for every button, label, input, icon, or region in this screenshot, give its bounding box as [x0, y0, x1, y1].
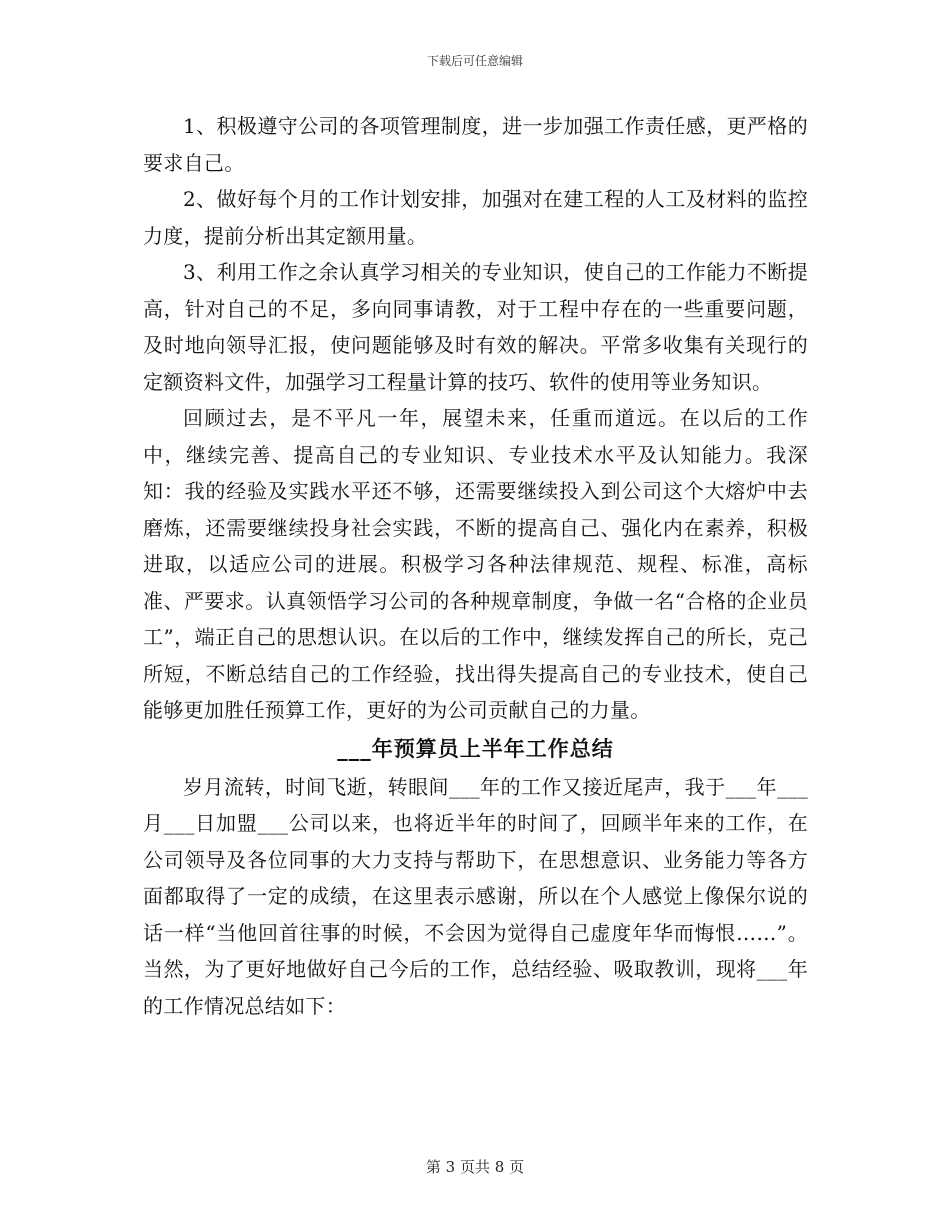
document-body [143, 108, 808, 1024]
page-header: 下载后可任意编辑 [426, 54, 523, 68]
paragraph-item-1: 1、积极遵守公司的各项管理制度，进一步加强工作责任感，更严格的要求自己。 [143, 114, 808, 175]
paragraph-intro: 岁月流转，时间飞逝，转眼间___年的工作又接近尾声，我于___年___月___日加盟___公司以来，也将近半年的时间了，回顾半年来的工作，在公司领导及各位同事的大力支持与帮助下，在思想意识、业务能力等各方面都取得了一定的成绩，在这里表示感谢，所以在个人感觉上像保尔说的话一样“当他回首往事的时候，不会因为觉得自己虚度年华而悔恨……”。当然，为了更好地做好自己今后的工作，总结经验、吸取教训，现将___年的工作情况总结如下： [143, 774, 808, 1018]
paragraph-item-2: 2、做好每个月的工作计划安排，加强对在建工程的人工及材料的监控力度，提前分析出其定额用量。 [143, 187, 808, 248]
section-title: ___年预算员上半年工作总结 [337, 735, 614, 761]
paragraph-item-3: 3、利用工作之余认真学习相关的专业知识，使自己的工作能力不断提高，针对自己的不足，多向同事请教，对于工程中存在的一些重要问题，及时地向领导汇报，使问题能够及时有效的解决。平常多收集有关现行的定额资料文件，加强学习工程量计算的技巧、软件的使用等业务知识。 [143, 260, 808, 394]
paragraph-review: 回顾过去，是不平凡一年，展望未来，任重而道远。在以后的工作中，继续完善、提高自己的专业知识、专业技术水平及认知能力。我深知：我的经验及实践水平还不够，还需要继续投入到公司这个大熔炉中去磨炼，还需要继续投身社会实践，不断的提高自己、强化内在素养，积极进取，以适应公司的进展。积极学习各种法律规范、规程、标准，高标准、严要求。认真领悟学习公司的各种规章制度，争做一名“合格的企业员工”，端正自己的思想认识。在以后的工作中，继续发挥自己的所长，克己所短，不断总结自己的工作经验，找出得失提高自己的专业技术，使自己能够更加胜任预算工作，更好的为公司贡献自己的力量。 [143, 406, 808, 722]
page-footer: 第 3 页共 8 页 [425, 1158, 525, 1176]
